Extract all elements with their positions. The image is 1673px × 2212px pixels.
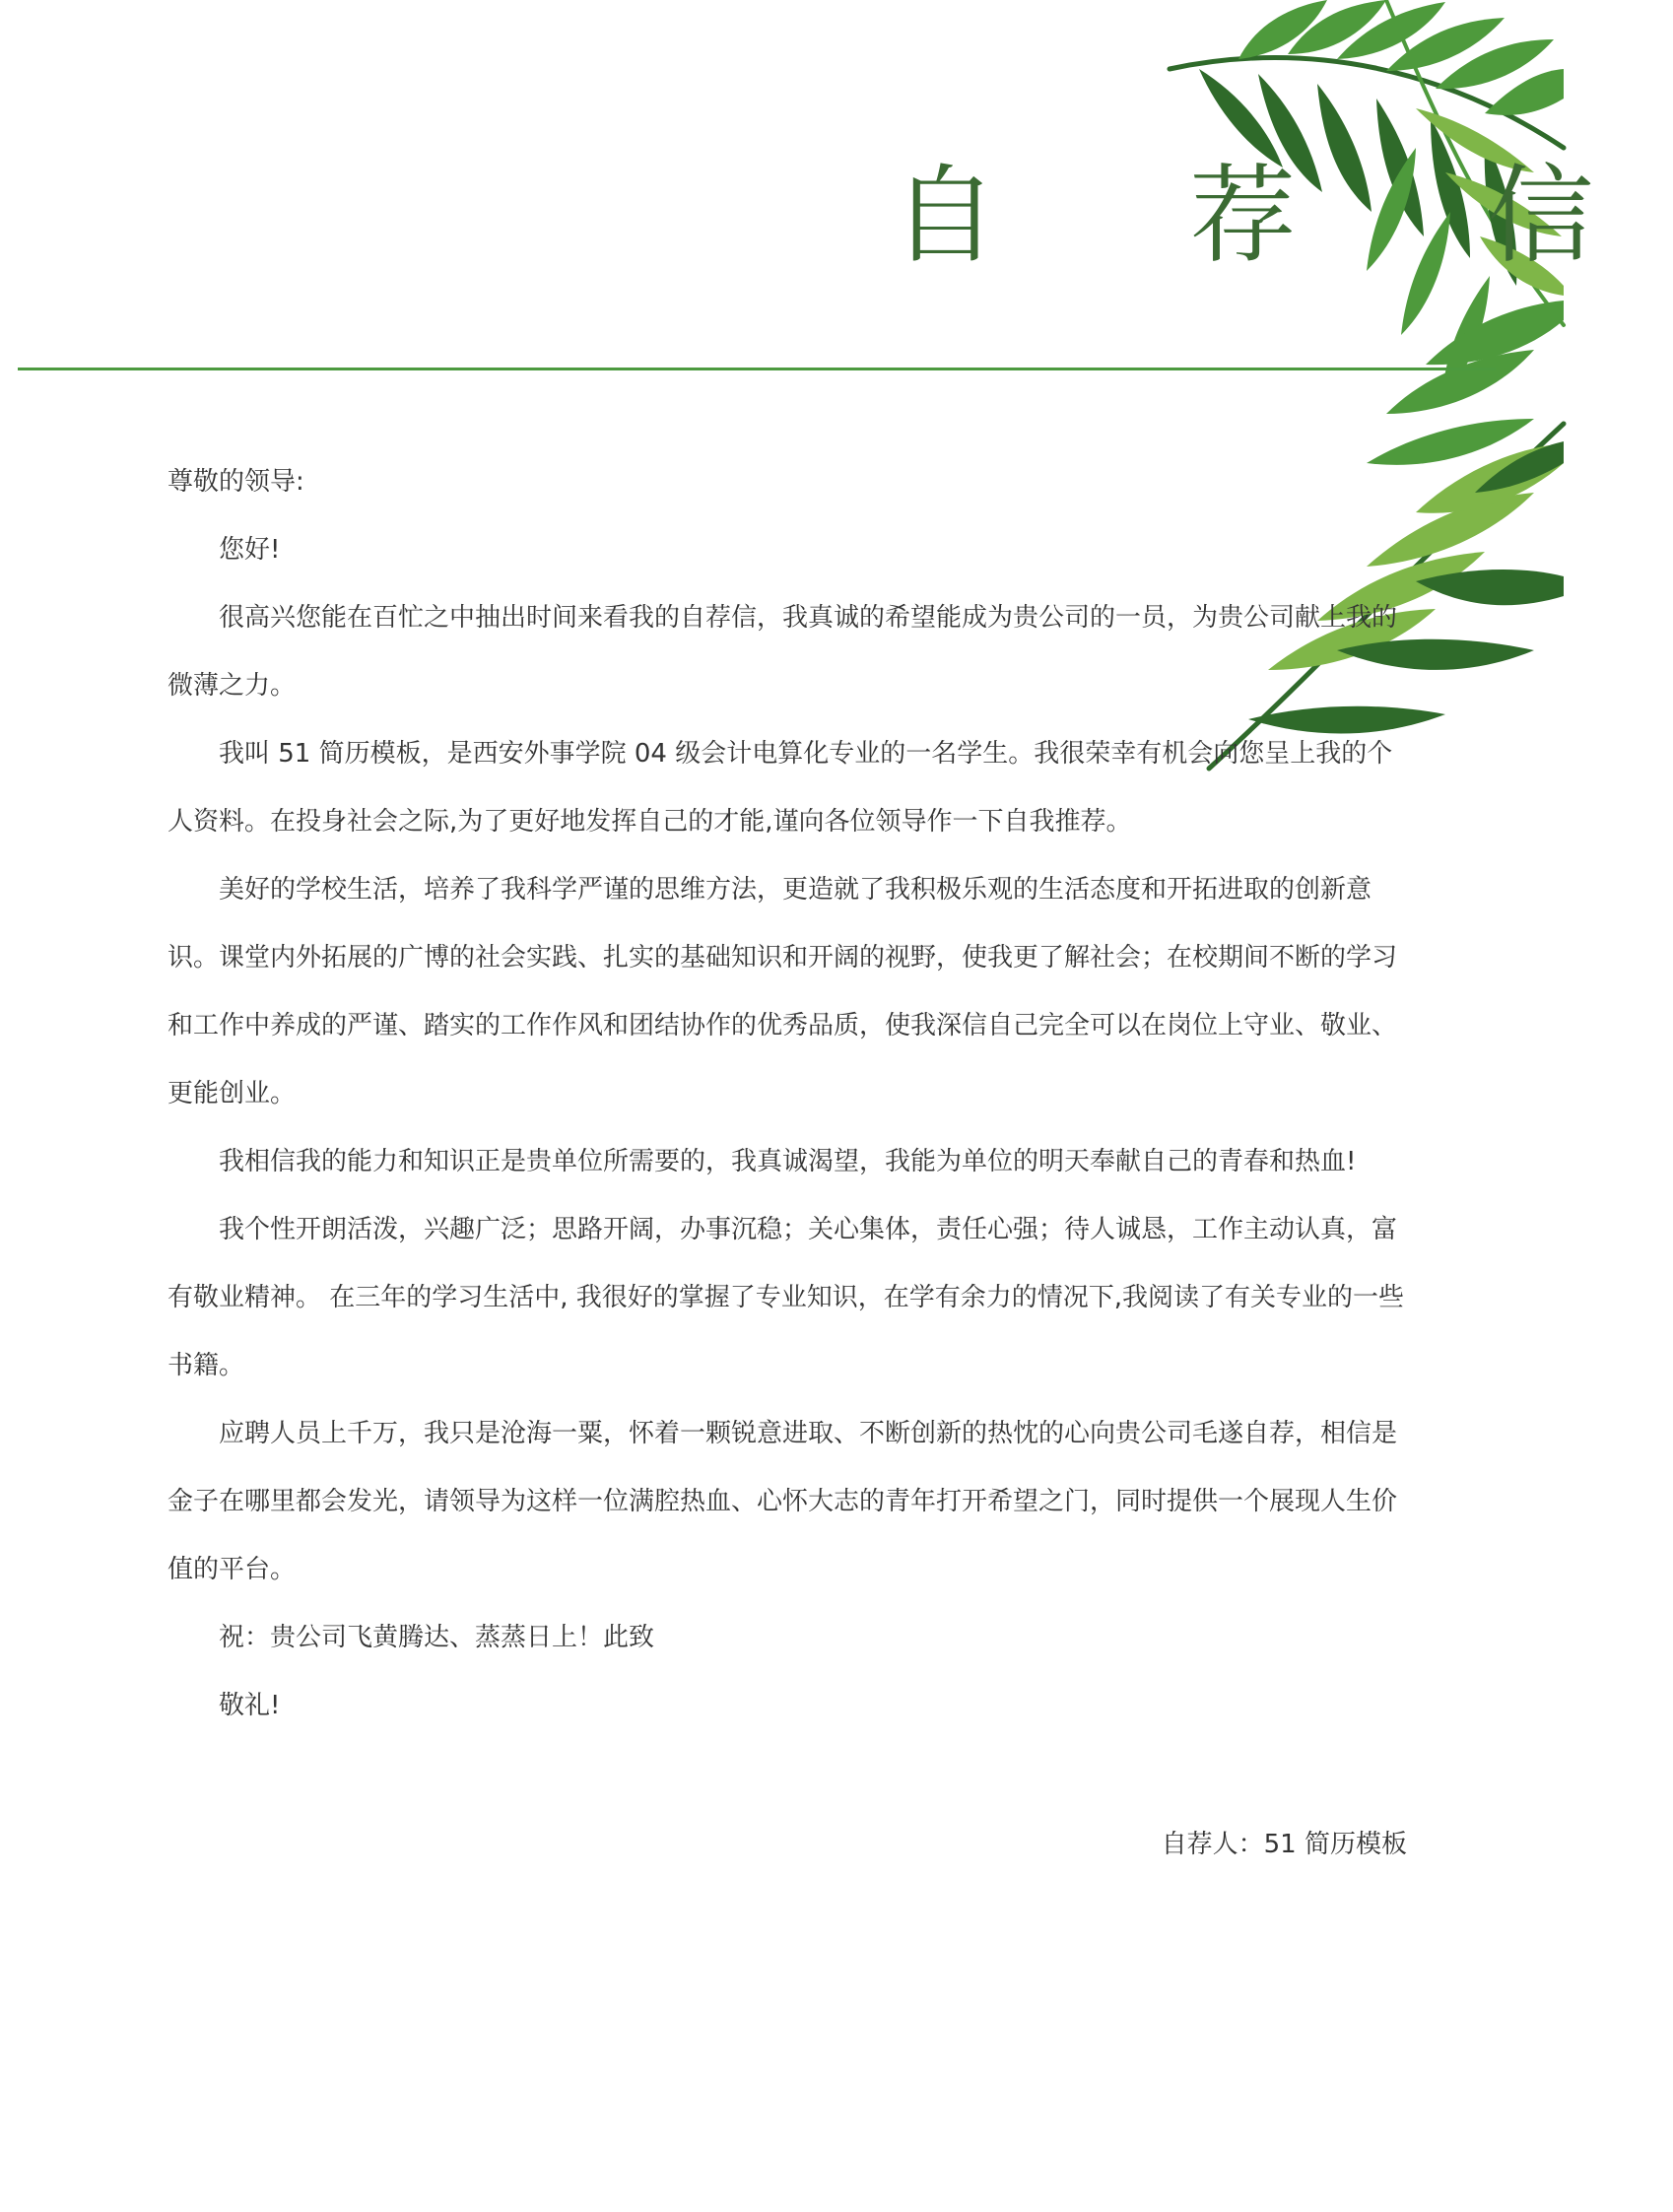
- paragraph-personality: 我个性开朗活泼，兴趣广泛；思路开阔，办事沉稳；关心集体，责任心强；待人诚恳，工作主动认真，富有敬业精神。 在三年的学习生活中, 我很好的掌握了专业知识，在学有余力的情况下,我阅读了有关专业的一些书籍。: [167, 1215, 1405, 1380]
- page-title: 自 荐 信: [892, 155, 1673, 278]
- paragraph-application: 应聘人员上千万，我只是沧海一粟，怀着一颗锐意进取、不断创新的热忱的心向贵公司毛遂自荐，相信是金子在哪里都会发光，请领导为这样一位满腔热血、心怀大志的青年打开希望之门，同时提供一个展现人生价值的平台。: [167, 1419, 1398, 1584]
- closing-salute: 敬礼!: [219, 1691, 281, 1720]
- closing-wish: 祝：贵公司飞黄腾达、蒸蒸日上！此致: [219, 1623, 655, 1652]
- greeting: 您好!: [219, 535, 281, 565]
- salutation: 尊敬的领导:: [167, 467, 304, 497]
- paragraph-school-life: 美好的学校生活，培养了我科学严谨的思维方法，更造就了我积极乐观的生活态度和开拓进取的创新意识。课堂内外拓展的广博的社会实践、扎实的基础知识和开阔的视野，使我更了解社会；在校期间不断的学习和工作中养成的严谨、踏实的工作作风和团结协作的优秀品质，使我深信自己完全可以在岗位上守业、敬业、更能创业。: [167, 875, 1398, 1108]
- paragraph-intro: 很高兴您能在百忙之中抽出时间来看我的自荐信，我真诚的希望能成为贵公司的一员，为贵公司献上我的微薄之力。: [167, 603, 1398, 701]
- signature: 自荐人：51 简历模板: [1161, 1830, 1407, 1859]
- paragraph-self-introduction: 我叫 51 简历模板，是西安外事学院 04 级会计电算化专业的一名学生。我很荣幸有机会向您呈上我的个人资料。在投身社会之际,为了更好地发挥自己的才能,谨向各位领导作一下自我推荐。: [167, 739, 1393, 837]
- title-divider: [18, 368, 1496, 370]
- letter-body: [167, 448, 1407, 1740]
- paragraph-ability: 我相信我的能力和知识正是贵单位所需要的，我真诚渴望，我能为单位的明天奉献自己的青春和热血!: [219, 1147, 1357, 1176]
